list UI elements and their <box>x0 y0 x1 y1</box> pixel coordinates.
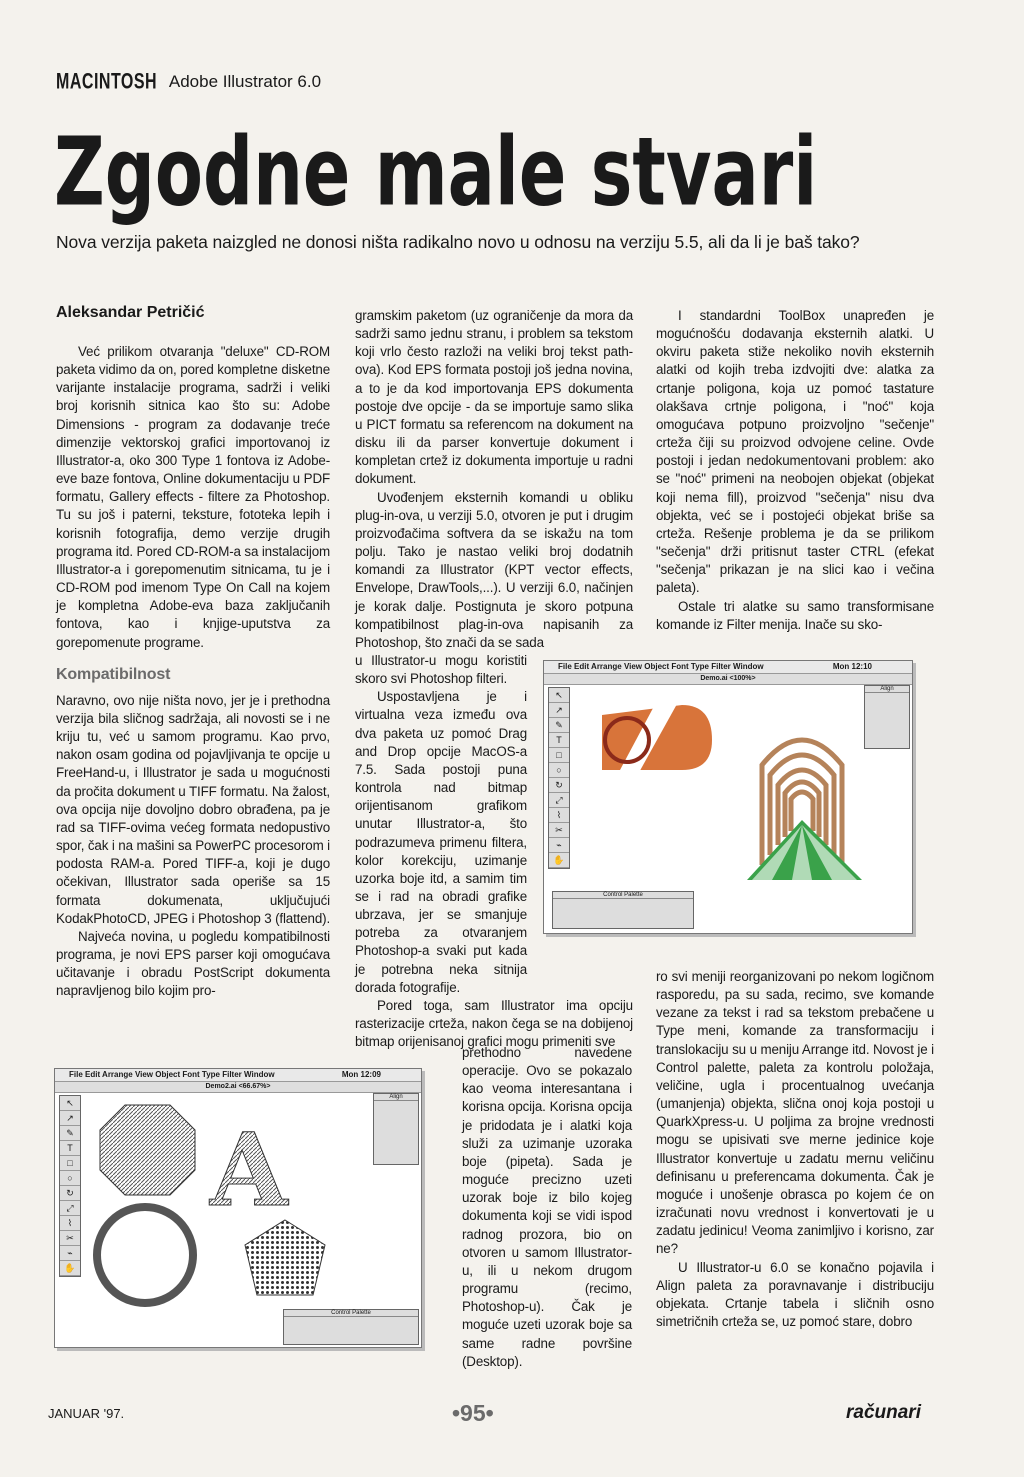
eyedropper-tool-icon: ⌁ <box>549 838 569 853</box>
mac-menubar <box>544 661 912 674</box>
text-tool-icon: T <box>60 1141 80 1156</box>
window-titlebar: Demo2.ai <66.67%> <box>55 1082 421 1093</box>
artwork-canvas <box>85 1095 365 1315</box>
toolbox <box>59 1095 81 1277</box>
ring-shape <box>97 1207 193 1303</box>
section-heading: Kompatibilnost <box>56 665 171 683</box>
article-subtitle: Nova verzija paketa naizgled ne donosi ništa radikalno novo u odnosu na verziju 5.5, ali da li je baš tako? <box>56 232 860 252</box>
rotate-tool-icon: ↻ <box>549 778 569 793</box>
column-b-continued <box>462 1044 632 1371</box>
scale-tool-icon: ⤢ <box>60 1201 80 1216</box>
section-label: MACINTOSH <box>56 70 158 95</box>
paragraph: Uvođenjem eksternih komandi u obliku plug-in-ova, u verziji 5.0, otvoren je put i drugim proizvođačima softvera da se iskažu na tom polju. Tako je nastao veliki broj dodatnih komandi za Illustrator (KPT vector effects, Envelope, DrawTools,...). U verziji 6.0, načinjen je korak dalje. Postignuta je skoro potpuna kompatibilnost plag-in-ova napisanih za Photoshop, što znači da se sada <box>355 489 633 650</box>
align-palette <box>373 1093 419 1165</box>
text-tool-icon: T <box>549 733 569 748</box>
paragraph: Naravno, ovo nije ništa novo, jer je i prethodna verzija bila sličnog sadržaja, ali novosti se i ne kriju tu, već u samom programu. Kao prvo, nakon osam godina od pojavljivanja te opcije u FreeHand-u, i Illustrator je sada u mogućnosti da pročita dokument u TIFF formatu. Na žalost, ova opcija nije dovoljno dobro obrađena, pa je rad sa TIFF-ovima većeg formata nedopustivo spor, čak i na mašini sa PowerPC procesorom i podosta RAM-a. Pored TIFF-a, koji je dugo očekivan, Illustrator sada operiše sa 15 formata dokumenata, uključujući KodakPhotoCD, JPEG i Photoshop 3 (flattend). <box>56 692 331 926</box>
article-title: Zgodne male stvari <box>54 116 818 228</box>
product-name: Adobe Illustrator 6.0 <box>168 72 322 91</box>
hand-tool-icon: ✋ <box>549 853 569 868</box>
screenshot-illustrator-demo2 <box>54 1068 422 1348</box>
menubar-clock: Mon 12:09 <box>341 1070 381 1079</box>
section-line <box>56 70 322 95</box>
arrow-tool-icon: ↖ <box>60 1096 80 1111</box>
hand-tool-icon: ✋ <box>60 1261 80 1276</box>
brush-tool-icon: ⌇ <box>60 1216 80 1231</box>
issue-date: JANUAR '97. <box>48 1406 125 1421</box>
mac-menubar <box>55 1069 421 1082</box>
letter-a: A <box>210 1111 288 1229</box>
control-palette <box>552 891 694 929</box>
ellipse-tool-icon: ○ <box>549 763 569 778</box>
arrow-tool-icon: ↖ <box>549 688 569 703</box>
window-titlebar: Demo.ai <100%> <box>544 674 912 685</box>
toolbox <box>548 687 570 869</box>
paragraph: U Illustrator-u 6.0 se konačno pojavila i Align paleta za poravnavanje i distribuciju objekata. Crtanje tabela i sličnih osno simetričnih crteža se, uz pomoć stare, dobro <box>656 1259 934 1329</box>
lasso-tool-icon: ↗ <box>549 703 569 718</box>
rect-tool-icon: □ <box>60 1156 80 1171</box>
palette-title: Align <box>865 686 909 693</box>
control-palette <box>283 1309 419 1345</box>
knife-tool-icon: ✂ <box>60 1231 80 1246</box>
brush-tool-icon: ⌇ <box>549 808 569 823</box>
column-c <box>656 307 934 634</box>
lasso-tool-icon: ↗ <box>60 1111 80 1126</box>
control-palette-title: Control Palette <box>284 1310 418 1317</box>
ellipse-tool-icon: ○ <box>60 1171 80 1186</box>
palette-title: Align <box>374 1094 418 1101</box>
paragraph: Već prilikom otvaranja "deluxe" CD-ROM paketa vidimo da on, pored kompletne disketne varijante instalacije programa, sadrži i veliki broj korisnih sitnica kao što su: Adobe Dimensions - program za dodavanje treće dimenzije vektorskoj grafici importovanoj iz Illustrator-a, oko 300 Type 1 fontova iz Adobe-eve baze fontova, Online dokumentaciju u PDF formatu, Gallery effects - filtere za Photoshop. Tu su još i paterni, teksture, fototeka lepih i korisnih fotografija, demo verzije drugih programa itd. Pored CD-ROM-a sa instalacijom Illustrator-a i gorepomenutim sitnicama, tu je i CD-ROM pod imenom Type On Call na kojem je kompletna Adobe-eva baza zaključanih fontova, kao i knjige-uputstva za gorepomenute programe. <box>56 344 330 650</box>
paragraph: prethodno navedene operacije. Ovo se pokazalo kao veoma interesantana i korisna opcija. Korisna opcija je pridodata je i alatki koja služi za uzimanje uzoraka boje (pipeta). Sada je moguće precizno uzeti uzorak boje iz bilo kojeg dokumenta koji se vidi ispod radnog prozora, bio on otvoren u samom Illustrator-u, ili u nekom drugom programu (recimo, Photoshop-u). Čak je moguće uzeti uzorak boje sa same radne površine (Desktop). <box>462 1045 632 1369</box>
menu-items: File Edit Arrange View Object Font Type Filter Window <box>558 662 764 671</box>
column-c-continued <box>656 968 934 1331</box>
author-name: Aleksandar Petričić <box>56 304 205 321</box>
rect-tool-icon: □ <box>549 748 569 763</box>
menu-items: File Edit Arrange View Object Font Type Filter Window <box>69 1070 275 1079</box>
eyedropper-tool-icon: ⌁ <box>60 1246 80 1261</box>
align-palette <box>864 685 910 749</box>
artwork-canvas <box>572 685 862 885</box>
paragraph: I standardni ToolBox unapređen je mogućnošću dodavanja eksternih alatki. U okviru paketa stiže nekoliko novih eksternih alatki od kojih treba izdvojiti dve: alatka za crtanje poligona, koja uz pomoć tastature olakšava crtnje poligona, i "noć" koja omogućava potpuno proizvoljno "sečenje" crteža čiji su proizvod odvojene celine. Ovde postoji i jedan nedokumentovani problem: ako se "noć" primeni na neobojen objekat (objekat koji nema fill), proizvod "sečenja" nisu dva objekta, već se i postojeći objekat briše sa crteža. Rešenje problema je da se prilikom "sečenja" drži pritisnut taster CTRL (efekat "sečenja" prikazan je na slici kao i večina paleta). <box>656 308 934 596</box>
column-a <box>56 343 330 1000</box>
menubar-clock: Mon 12:10 <box>832 662 872 671</box>
pentagon-shape <box>245 1220 325 1295</box>
paragraph: Ostale tri alatke su samo transformisane komande iz Filter menija. Inače su sko- <box>656 598 934 632</box>
pen-tool-icon: ✎ <box>60 1126 80 1141</box>
paragraph: u Illustrator-u mogu koristiti skoro svi Photoshop filteri. <box>355 652 527 687</box>
paragraph: gramskim paketom (uz ograničenje da mora da sadrži samo jednu stranu, i problem sa tekstom koji vrlo često razloži na veliki broj tekst path-ova). Kod EPS formata postoji još jedna novina, a to je da kod importovanja EPS dokumenta postoje dve opcije - da se importuje samo slika u PICT formatu sa referencom na dokument na disku ili da parser konvertuje dokument i kompletan crtež iz dokumenta importuje u radni dokument. <box>355 308 633 487</box>
page-number: •95• <box>452 1400 494 1426</box>
pen-tool-icon: ✎ <box>549 718 569 733</box>
control-palette-title: Control Palette <box>553 892 693 899</box>
paragraph: Najveća novina, u pogledu kompatibilnosti programa, je novi EPS parser koji omogućava učitavanje i obradu PostScript dokumenta napravljenog bilo kojim pro- <box>56 928 330 999</box>
paragraph: Uspostavljena je i virtualna veza između ova dva paketa uz pomoć Drag and Drop opcije MacOS-a 7.5. Sada postoji puna kontrola nad bitmap orijentisanom grafikom unutar Illustrator-a, što podrazumeva primenu filtera, kolor korekciju, uzimanje uzorka boje itd, a samim tim se i rad na obradi grafike ubrzava, jer se smanjuje potreba za otvaranjem Photoshop-a svaki put kada je potrebna neka sitnija dorada fotografije. <box>355 689 527 995</box>
paragraph: Pored toga, sam Illustrator ima opciju rasterizacije crteža, nakon čega se na dobijenoj bitmap orijenisanoj grafici mogu primeniti sve <box>355 997 633 1050</box>
screenshot-illustrator-demo <box>543 660 913 934</box>
octagon-shape <box>100 1105 195 1195</box>
paragraph: ro svi meniji reorganizovani po nekom logičnom rasporedu, pa su sada, recimo, sve komande vezane za tekst i rad sa tekstom prebačene u Type meni, komande za transformaciju i translokaciju su u meniju Arrange itd. Novost je i Control palette, paleta za kontrolu položaja, veličine, ugla i procentualnog uvećanja (umanjenja) objekta, slična onoj koja postoji u QuarkXpress-u. U poljima za brojne vrednosti mogu se upisivati sve merne jedinice koje Illustrator konvertuje u zadatu mernu veličinu definisanu u preferencama dokumenta. Čak je moguće i unošenje obrasca po kojem će on izračunati novu vrednost i konvertovati je u zadatu jedinicu! Veoma zanimljivo i korisno, zar ne? <box>656 969 934 1257</box>
rotate-tool-icon: ↻ <box>60 1186 80 1201</box>
magazine-name: računari <box>846 1402 921 1423</box>
scale-tool-icon: ⤢ <box>549 793 569 808</box>
knife-tool-icon: ✂ <box>549 823 569 838</box>
